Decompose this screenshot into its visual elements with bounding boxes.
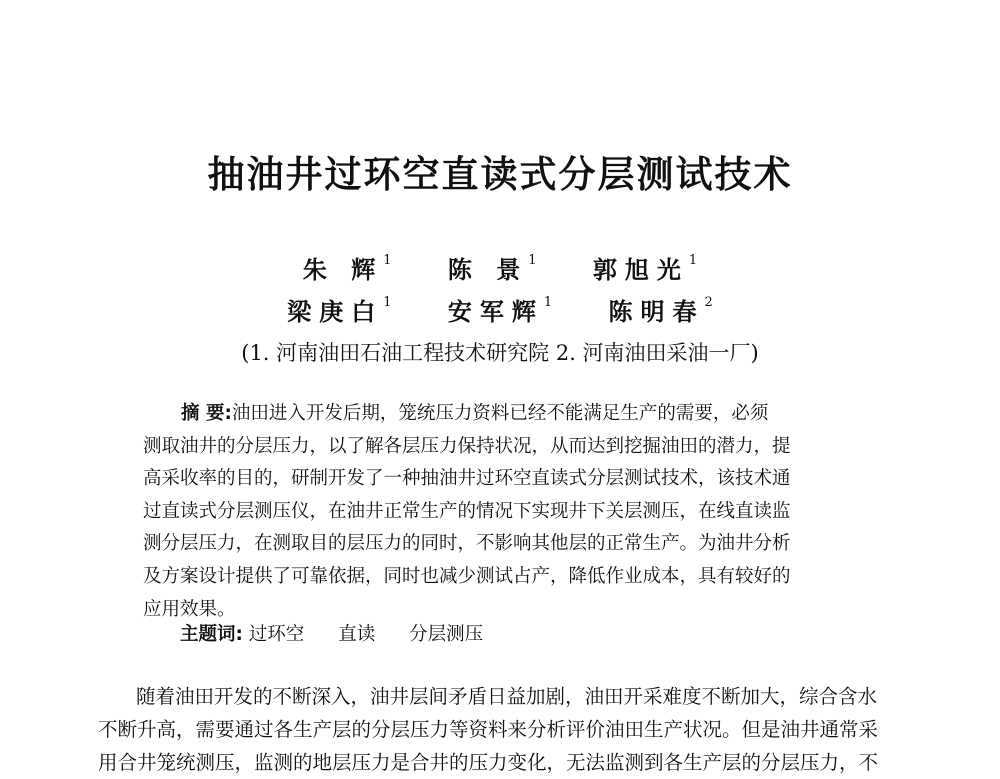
affiliation-marker: 1	[528, 253, 537, 268]
author	[287, 292, 391, 327]
body-line: 随着油田开发的不断深入，油井层间矛盾日益加剧，油田开采难度不断加大，综合含水	[136, 685, 878, 708]
abstract-line: 及方案设计提供了可靠依据，同时也减少测试占产，降低作业成本，具有较好的	[143, 565, 791, 587]
keywords	[180, 620, 511, 650]
author-name: 陈明春	[608, 297, 705, 326]
body-line: 不断升高，需要通过各生产层的分层压力等资料来分析评价油田生产状况。但是油井通常采	[98, 718, 879, 741]
author	[609, 292, 713, 327]
author-line-1	[0, 250, 1000, 285]
affiliation-marker: 1	[688, 253, 698, 268]
author-name: 梁庚白	[287, 297, 384, 326]
body-line: 用合井笼统测压，监测的地层压力是合井的压力变化，无法监测到各生产层的分层压力，不	[98, 751, 879, 774]
author-line-2	[0, 292, 1000, 327]
keyword: 分层测压	[409, 624, 484, 645]
author-name: 陈 景	[447, 255, 529, 284]
abstract-line: 应用效果。	[143, 598, 236, 620]
author-name: 安军辉	[447, 297, 544, 326]
author	[448, 250, 537, 285]
abstract-line: 测取油井的分层压力，以了解各层压力保持状况，从而达到挖掘油田的潜力，提	[143, 435, 791, 457]
affiliation-marker: 1	[543, 295, 553, 310]
author-name: 朱 辉	[302, 255, 384, 284]
author-name: 郭旭光	[592, 255, 689, 284]
keyword: 直读	[338, 624, 376, 645]
abstract	[143, 398, 863, 626]
body-text	[98, 680, 918, 779]
keywords-label: 主题词:	[180, 624, 243, 645]
affiliations: (1. 河南油田石油工程技术研究院 2. 河南油田采油一厂)	[241, 341, 759, 365]
keyword: 过环空	[248, 624, 305, 645]
author	[593, 250, 697, 285]
affiliation-marker: 1	[383, 295, 392, 310]
author	[303, 250, 392, 285]
abstract-line: 高采收率的目的，研制开发了一种抽油井过环空直读式分层测试技术，该技术通	[143, 468, 791, 490]
abstract-text: 油田进入开发后期，笼统压力资料已经不能满足生产的需要，必须	[231, 403, 769, 424]
abstract-line	[143, 398, 863, 431]
affiliation-marker: 2	[704, 295, 713, 310]
author	[448, 292, 552, 327]
abstract-line: 测分层压力，在测取目的层压力的同时，不影响其他层的正常生产。为油井分析	[143, 533, 791, 555]
paper-title: 抽油井过环空直读式分层测试技术	[207, 153, 793, 196]
abstract-label: 摘 要:	[181, 403, 232, 424]
abstract-line: 过直读式分层测压仪，在油井正常生产的情况下实现井下关层测压，在线直读监	[143, 500, 791, 522]
affiliation-marker: 1	[383, 253, 392, 268]
